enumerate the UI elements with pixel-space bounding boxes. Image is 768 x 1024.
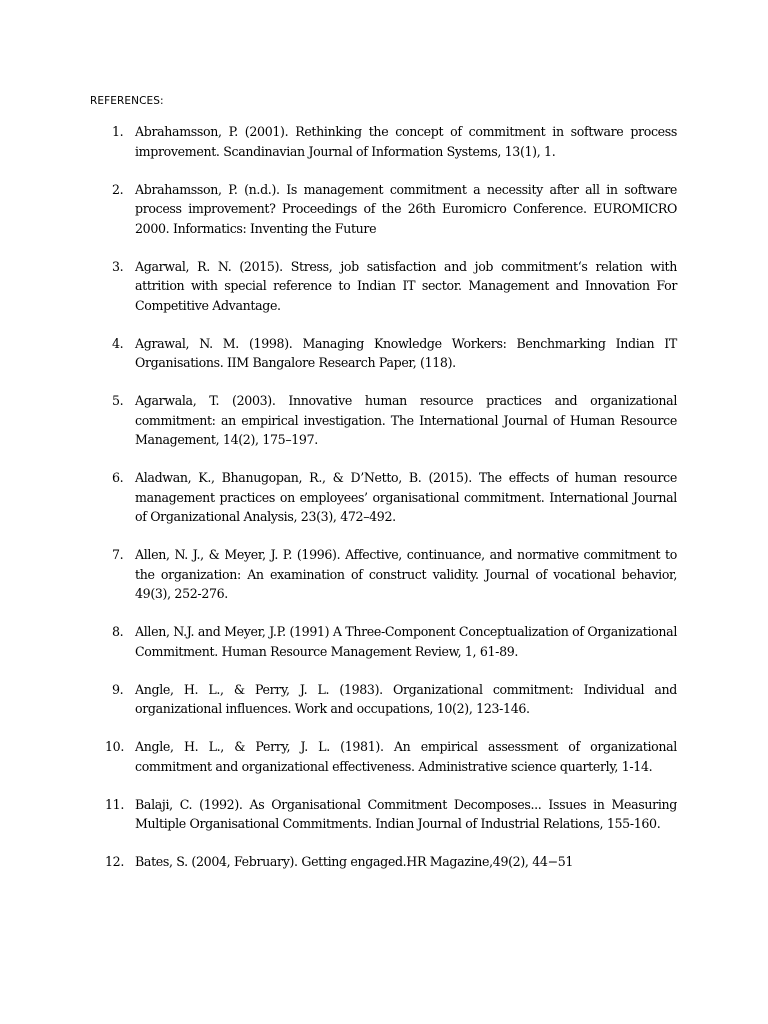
reference-number: 2. (112, 181, 124, 197)
reference-text: Allen, N. J., & Meyer, J. P. (1996). Affective, continuance, and normative commitment to the organization: An examination of construct validity. Journal of vocational behavior, 49(3), 252-276. (135, 547, 677, 601)
reference-number: 7. (112, 547, 124, 562)
reference-item (90, 334, 677, 373)
reference-item (90, 680, 677, 719)
reference-number: 6. (112, 470, 124, 485)
reference-number: 4. (112, 335, 124, 351)
reference-item (90, 180, 677, 239)
reference-number: 11. (105, 796, 124, 812)
reference-item (90, 622, 677, 661)
reference-item (90, 737, 677, 776)
reference-text: Bates, S. (2004, February). Getting engaged.HR Magazine,49(2), 44−51 (135, 854, 574, 869)
reference-item (90, 257, 677, 316)
reference-list (90, 122, 677, 890)
reference-number: 3. (112, 258, 124, 274)
reference-text: Angle, H. L., & Perry, J. L. (1983). Organizational commitment: Individual and organizational influences. Work and occupations, 10(2), 123-146. (135, 681, 677, 716)
reference-text: Abrahamsson, P. (2001). Rethinking the concept of commitment in software process improvement. Scandinavian Journal of Information Systems, 13(1), 1. (135, 124, 677, 159)
reference-text: Abrahamsson, P. (n.d.). Is management commitment a necessity after all in software process improvement? Proceedings of the 26th Euromicro Conference. EUROMICRO 2000. Informatics: Inventing the Future (135, 181, 677, 236)
reference-item (90, 795, 677, 834)
reference-item (90, 545, 677, 604)
reference-text: Angle, H. L., & Perry, J. L. (1981). An empirical assessment of organizational commitment and organizational effectiveness. Administrative science quarterly, 1-14. (135, 739, 677, 774)
reference-item (90, 468, 677, 527)
reference-text: Balaji, C. (1992). As Organisational Commitment Decomposes... Issues in Measuring Multiple Organisational Commitments. Indian Journal of Industrial Relations, 155-160. (135, 796, 677, 831)
reference-number: 8. (112, 624, 124, 639)
reference-number: 1. (112, 124, 124, 139)
references-heading: REFERENCES: (90, 95, 164, 107)
reference-number: 9. (112, 681, 124, 697)
reference-text: Aladwan, K., Bhanugopan, R., & D’Netto, B. (2015). The effects of human resource management practices on employees’ organisational commitment. International Journal of Organizational Analysis, 23(3), 472–492. (135, 470, 677, 524)
reference-text: Agarwala, T. (2003). Innovative human resource practices and organizational commitment: an empirical investigation. The International Journal of Human Resource Management, 14(2), 175–197. (135, 393, 677, 447)
reference-text: Allen, N.J. and Meyer, J.P. (1991) A Three-Component Conceptualization of Organizational Commitment. Human Resource Management Review, 1, 61-89. (135, 624, 677, 659)
reference-text: Agrawal, N. M. (1998). Managing Knowledge Workers: Benchmarking Indian IT Organisations. IIM Bangalore Research Paper, (118). (135, 335, 677, 370)
reference-number: 10. (105, 739, 124, 754)
reference-text: Agarwal, R. N. (2015). Stress, job satisfaction and job commitment‘s relation with attrition with special reference to Indian IT sector. Management and Innovation For Competitive Advantage. (135, 258, 677, 313)
reference-item (90, 391, 677, 450)
reference-item (90, 852, 677, 872)
reference-number: 5. (112, 393, 124, 408)
reference-number: 12. (105, 854, 124, 869)
reference-item (90, 122, 677, 161)
